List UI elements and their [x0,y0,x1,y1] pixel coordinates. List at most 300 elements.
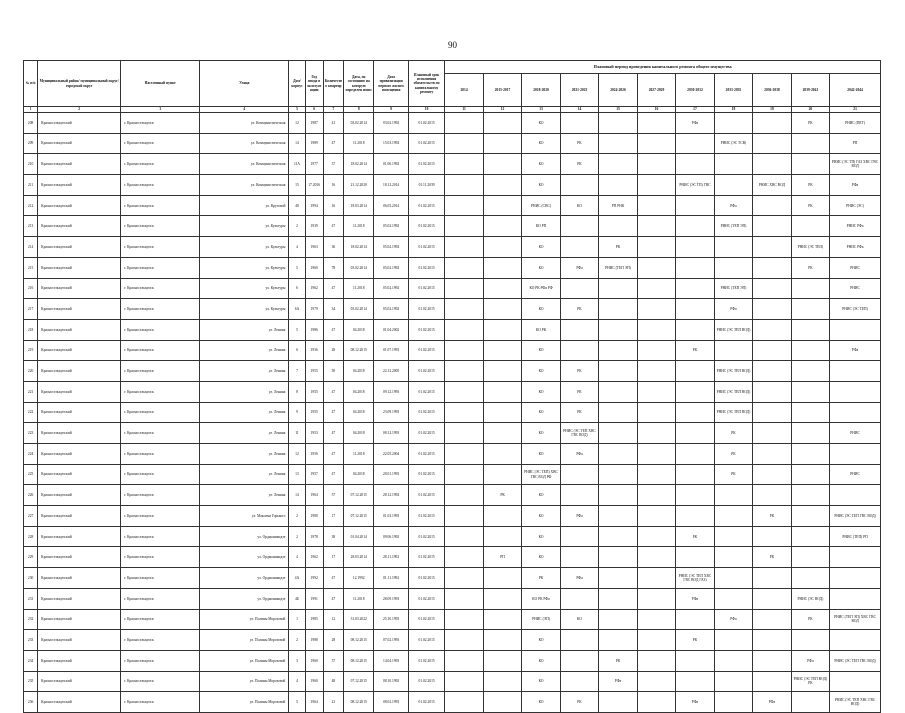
date-condition-cell: 08.12.2015 [344,630,374,651]
header-year-2: 2018-2020 [522,74,560,107]
table-row [24,237,881,258]
date-condition-cell: 03.02.2014 [344,257,374,278]
settlement-cell: г. Красноселькупск [121,464,200,485]
period-cell: РФа [714,195,752,216]
settlement-cell: г. Красноселькупск [121,154,200,175]
table-row [24,278,881,299]
period-cell: КО РК РФа [522,588,560,609]
period-cell [714,630,752,651]
period-cell: РНИС [830,257,881,278]
period-cell: КО [522,650,560,671]
year-built-cell: 1986 [305,319,323,340]
period-cell [637,692,675,713]
period-cell [560,216,598,237]
period-cell [753,568,791,589]
district-cell: Красноселькупский [38,650,121,671]
period-cell [676,444,714,465]
district-cell: Красноселькупский [38,340,121,361]
apartments-cell: 47 [323,278,343,299]
period-cell: РНИС (ЭС ТЕП ГВС ВОД) [830,506,881,527]
street-cell: ул. Ленина [200,464,289,485]
settlement-cell: г. Красноселькупск [121,630,200,651]
period-cell: КО [522,444,560,465]
period-cell [445,650,483,671]
year-built-cell: 1960 [305,257,323,278]
period-cell: КО [522,547,560,568]
period-cell [445,630,483,651]
period-cell [483,340,521,361]
house-cell: 15 [289,175,305,196]
column-number: 7 [323,107,343,113]
period-cell [483,423,521,444]
settlement-cell: г. Красноселькупск [121,113,200,134]
row-number: 209 [24,133,38,154]
period-cell [560,671,598,692]
district-cell: Красноселькупский [38,506,121,527]
table-row [24,113,881,134]
period-cell [753,630,791,651]
period-cell [599,216,637,237]
period-cell [483,381,521,402]
period-cell [445,278,483,299]
apartments-cell: 48 [323,671,343,692]
period-cell: РК [791,257,829,278]
header-district: Муниципальный район/ муниципальный округ/городской округ [38,61,121,107]
district-cell: Красноселькупский [38,547,121,568]
period-cell: КО [522,485,560,506]
period-cell: РК [791,113,829,134]
date-privatization-cell: 01.11.1992 [374,568,408,589]
period-cell [753,609,791,630]
row-number: 236 [24,692,38,713]
period-cell: РФа [676,588,714,609]
period-cell: РНИС (ЭС ТП) ГАЗ ХВС ГВС ВОД [830,154,881,175]
period-cell: РФа [560,444,598,465]
apartments-cell: 17 [323,506,343,527]
header-house: Дом/ корпус [289,61,305,107]
date-condition-cell: 11.2018 [344,444,374,465]
apartments-cell: 37 [323,650,343,671]
period-cell [753,113,791,134]
period-cell [445,381,483,402]
period-cell [676,381,714,402]
column-number: 2 [38,107,121,113]
period-cell [637,630,675,651]
date-condition-cell: 08.12.2015 [344,650,374,671]
period-cell [599,568,637,589]
period-cell [483,609,521,630]
settlement-cell: г. Красноселькупск [121,216,200,237]
planned-term-cell: 01.02.2015 [408,444,444,465]
period-cell: КО [522,340,560,361]
period-cell [599,299,637,320]
year-built-cell: 1955 [305,381,323,402]
period-cell: РНИС (ЭС ТЕП) ХВС ГВС ВОД РФ [522,464,560,485]
period-cell [676,299,714,320]
street-cell: ул. Полины Морозовой [200,630,289,651]
table-row [24,257,881,278]
apartments-cell: 12 [323,609,343,630]
header-street: Улица [200,61,289,107]
capital-repair-table [23,60,881,713]
period-cell [599,154,637,175]
apartments-cell: 36 [323,237,343,258]
column-number: 3 [121,107,200,113]
header-year-8: 2036-2038 [753,74,791,107]
planned-term-cell: 01.02.2015 [408,133,444,154]
date-privatization-cell: 28.12.1992 [374,485,408,506]
row-number: 232 [24,609,38,630]
period-cell [560,630,598,651]
row-number: 225 [24,464,38,485]
date-condition-cell: 04.2018 [344,464,374,485]
street-cell: ул. Ленина [200,319,289,340]
house-cell: 5 [289,257,305,278]
period-cell [637,237,675,258]
year-built-cell: 1955 [305,402,323,423]
planned-term-cell: 01.11.2039 [408,175,444,196]
period-cell [483,630,521,651]
year-built-cell: 1956 [305,444,323,465]
district-cell: Красноселькупский [38,526,121,547]
table-row [24,650,881,671]
row-number: 233 [24,630,38,651]
period-cell [637,444,675,465]
period-cell: КО [522,299,560,320]
period-cell: РФа [599,671,637,692]
period-cell: РНИС (ЭС ТЕП ВОД) [714,361,752,382]
district-cell: Красноселькупский [38,154,121,175]
date-privatization-cell: 09.06.1992 [374,526,408,547]
street-cell: ул. Полины Морозовой [200,650,289,671]
period-cell [753,278,791,299]
row-number: 216 [24,278,38,299]
period-cell [637,464,675,485]
column-number: 18 [714,107,752,113]
period-cell [791,154,829,175]
period-cell [445,175,483,196]
date-privatization-cell: 18.12.2014 [374,175,408,196]
row-number: 212 [24,195,38,216]
period-cell [753,423,791,444]
period-cell: РК [791,175,829,196]
period-cell [445,423,483,444]
period-cell: КО [522,154,560,175]
period-cell [791,381,829,402]
year-built-cell: 1960 [305,650,323,671]
period-cell [753,299,791,320]
period-cell: РНИС ХВС ВОД [753,175,791,196]
period-cell: РП РНК [599,195,637,216]
period-cell [830,402,881,423]
date-condition-cell: 18.02.2014 [344,154,374,175]
period-cell [483,506,521,527]
period-cell [714,485,752,506]
district-cell: Красноселькупский [38,444,121,465]
period-cell [599,547,637,568]
date-privatization-cell: 01.07.1993 [374,340,408,361]
period-cell [599,175,637,196]
apartments-cell: 57 [323,485,343,506]
period-cell [560,464,598,485]
period-cell [714,506,752,527]
year-built-cell: 1978 [305,526,323,547]
apartments-cell: 16 [323,195,343,216]
apartments-cell: 34 [323,299,343,320]
row-number: 217 [24,299,38,320]
period-cell: РНИС (ЭС ТЕП ГВС ВОД) [830,650,881,671]
column-number: 16 [637,107,675,113]
house-cell: 14 [289,133,305,154]
period-cell [599,609,637,630]
period-cell: КО [560,609,598,630]
district-cell: Красноселькупский [38,133,121,154]
column-number: 21 [830,107,881,113]
period-cell [483,588,521,609]
date-condition-cell: 04.2018 [344,381,374,402]
date-condition-cell: 03.02.2014 [344,299,374,320]
date-privatization-cell: 01.03.1993 [374,506,408,527]
period-cell: РК [753,547,791,568]
period-cell: РФа [830,175,881,196]
period-cell: РНИС (ЭС) [830,195,881,216]
period-cell [830,547,881,568]
year-built-cell: 1989 [305,133,323,154]
period-cell [637,485,675,506]
period-cell [676,133,714,154]
period-cell: РК [714,464,752,485]
period-cell [753,195,791,216]
date-condition-cell: 11.2018 [344,216,374,237]
date-condition-cell: 04.2018 [344,361,374,382]
house-cell: 4Б [289,588,305,609]
year-built-cell: 1962 [305,278,323,299]
period-cell [676,237,714,258]
period-cell [483,278,521,299]
period-cell [830,630,881,651]
period-cell [445,237,483,258]
planned-term-cell: 01.02.2015 [408,630,444,651]
table-row [24,340,881,361]
date-privatization-cell: 05.02.1992 [374,299,408,320]
period-cell: КО [522,526,560,547]
period-cell [483,154,521,175]
house-cell: 13 [289,464,305,485]
period-cell: РФа [560,506,598,527]
period-cell: РНИС (ТЕП) РП [830,526,881,547]
period-cell [599,113,637,134]
period-cell [637,506,675,527]
settlement-cell: г. Красноселькупск [121,444,200,465]
table-row [24,402,881,423]
date-condition-cell: 07.12.2015 [344,485,374,506]
period-cell [791,319,829,340]
district-cell: Красноселькупский [38,257,121,278]
district-cell: Красноселькупский [38,175,121,196]
period-cell [445,340,483,361]
year-built-cell: 1985 [305,609,323,630]
period-cell [830,319,881,340]
period-cell [791,299,829,320]
period-cell [637,154,675,175]
period-cell [483,402,521,423]
row-number: 210 [24,154,38,175]
table-row [24,299,881,320]
period-cell [676,464,714,485]
column-number: 11 [445,107,483,113]
date-condition-cell: 08.12.2015 [344,692,374,713]
house-cell: 6 [289,278,305,299]
apartments-cell: 21 [323,692,343,713]
date-condition-cell: 07.12.2015 [344,671,374,692]
period-cell [483,464,521,485]
period-cell [753,485,791,506]
period-cell: КО [522,361,560,382]
period-cell [483,526,521,547]
district-cell: Красноселькупский [38,361,121,382]
period-cell [560,175,598,196]
planned-term-cell: 01.02.2015 [408,257,444,278]
year-built-cell: 1962 [305,547,323,568]
period-cell [791,340,829,361]
period-cell [753,381,791,402]
period-cell [753,588,791,609]
period-cell [637,299,675,320]
period-cell: КО РК РФа РФ [522,278,560,299]
period-cell [483,216,521,237]
table-row [24,444,881,465]
settlement-cell: г. Красноселькупск [121,175,200,196]
period-cell: РНИС (ЭП) [522,609,560,630]
period-cell: КО [522,133,560,154]
period-cell [791,485,829,506]
row-number: 213 [24,216,38,237]
district-cell: Красноселькупский [38,485,121,506]
period-cell [637,113,675,134]
header-year-7: 2033-2035 [714,74,752,107]
street-cell: ул. Культуры [200,257,289,278]
district-cell: Красноселькупский [38,319,121,340]
apartments-cell: 47 [323,216,343,237]
period-cell [830,361,881,382]
period-cell: РП [483,547,521,568]
year-built-cell: 1980 [305,506,323,527]
column-number: 13 [522,107,560,113]
period-cell [753,319,791,340]
row-number: 235 [24,671,38,692]
period-cell [445,195,483,216]
period-cell: РНИС (ТЕП ЭП) [714,216,752,237]
date-privatization-cell: 06.03.2014 [374,195,408,216]
date-condition-cell: 18.03.2014 [344,195,374,216]
planned-term-cell: 01.02.2015 [408,216,444,237]
period-cell [483,175,521,196]
period-cell [637,381,675,402]
date-condition-cell: 07.12.2015 [344,506,374,527]
settlement-cell: г. Красноселькупск [121,650,200,671]
apartments-cell: 47 [323,381,343,402]
header-year-1: 2015-2017 [483,74,521,107]
period-cell [599,361,637,382]
settlement-cell: г. Красноселькупск [121,278,200,299]
date-condition-cell: 31.03.2022 [344,609,374,630]
street-cell: ул. Ленина [200,361,289,382]
period-cell: КО [522,630,560,651]
period-cell [599,485,637,506]
period-cell: РК [560,381,598,402]
apartments-cell: 47 [323,402,343,423]
table-row [24,485,881,506]
date-privatization-cell: 25.10.1993 [374,609,408,630]
house-cell: 9 [289,402,305,423]
date-privatization-cell: 22.05.2004 [374,444,408,465]
column-number: 12 [483,107,521,113]
date-privatization-cell: 05.02.1992 [374,278,408,299]
table-row [24,588,881,609]
date-privatization-cell: 15.03.1992 [374,133,408,154]
period-cell [445,154,483,175]
period-cell: РФа [676,692,714,713]
year-built-cell: 1963 [305,237,323,258]
apartments-cell: 47 [323,423,343,444]
year-built-cell: 1977 [305,154,323,175]
district-cell: Красноселькупский [38,423,121,444]
period-cell [753,361,791,382]
house-cell: 2 [289,216,305,237]
planned-term-cell: 01.02.2015 [408,237,444,258]
table-row [24,216,881,237]
house-cell: 4 [289,671,305,692]
period-cell [560,526,598,547]
period-cell [445,299,483,320]
house-cell: 4 [289,237,305,258]
year-built-cell: 1991 [305,588,323,609]
table-row [24,133,881,154]
period-cell: РНИС [830,464,881,485]
period-cell: РК [599,650,637,671]
header-year-3: 2021-2023 [560,74,598,107]
period-cell [560,650,598,671]
row-number: 226 [24,485,38,506]
period-cell [676,423,714,444]
date-condition-cell: 01.04.2014 [344,526,374,547]
street-cell: ул. Коммунистическая [200,113,289,134]
period-cell [753,133,791,154]
row-number: 215 [24,257,38,278]
period-cell [637,278,675,299]
settlement-cell: г. Красноселькупск [121,257,200,278]
street-cell: ул. Коммунистическая [200,133,289,154]
period-cell [791,630,829,651]
period-cell [560,588,598,609]
year-built-cell: 1936 [305,340,323,361]
period-cell [445,444,483,465]
table-row [24,195,881,216]
period-cell [791,423,829,444]
planned-term-cell: 01.02.2015 [408,340,444,361]
period-cell [830,671,881,692]
street-cell: ул. Коммунистическая [200,175,289,196]
date-privatization-cell: 07.02.1993 [374,630,408,651]
period-cell [599,692,637,713]
period-cell [753,237,791,258]
district-cell: Красноселькупский [38,216,121,237]
district-cell: Красноселькупский [38,195,121,216]
period-cell [445,133,483,154]
period-cell [445,464,483,485]
period-cell: РФа [791,650,829,671]
period-cell [714,526,752,547]
